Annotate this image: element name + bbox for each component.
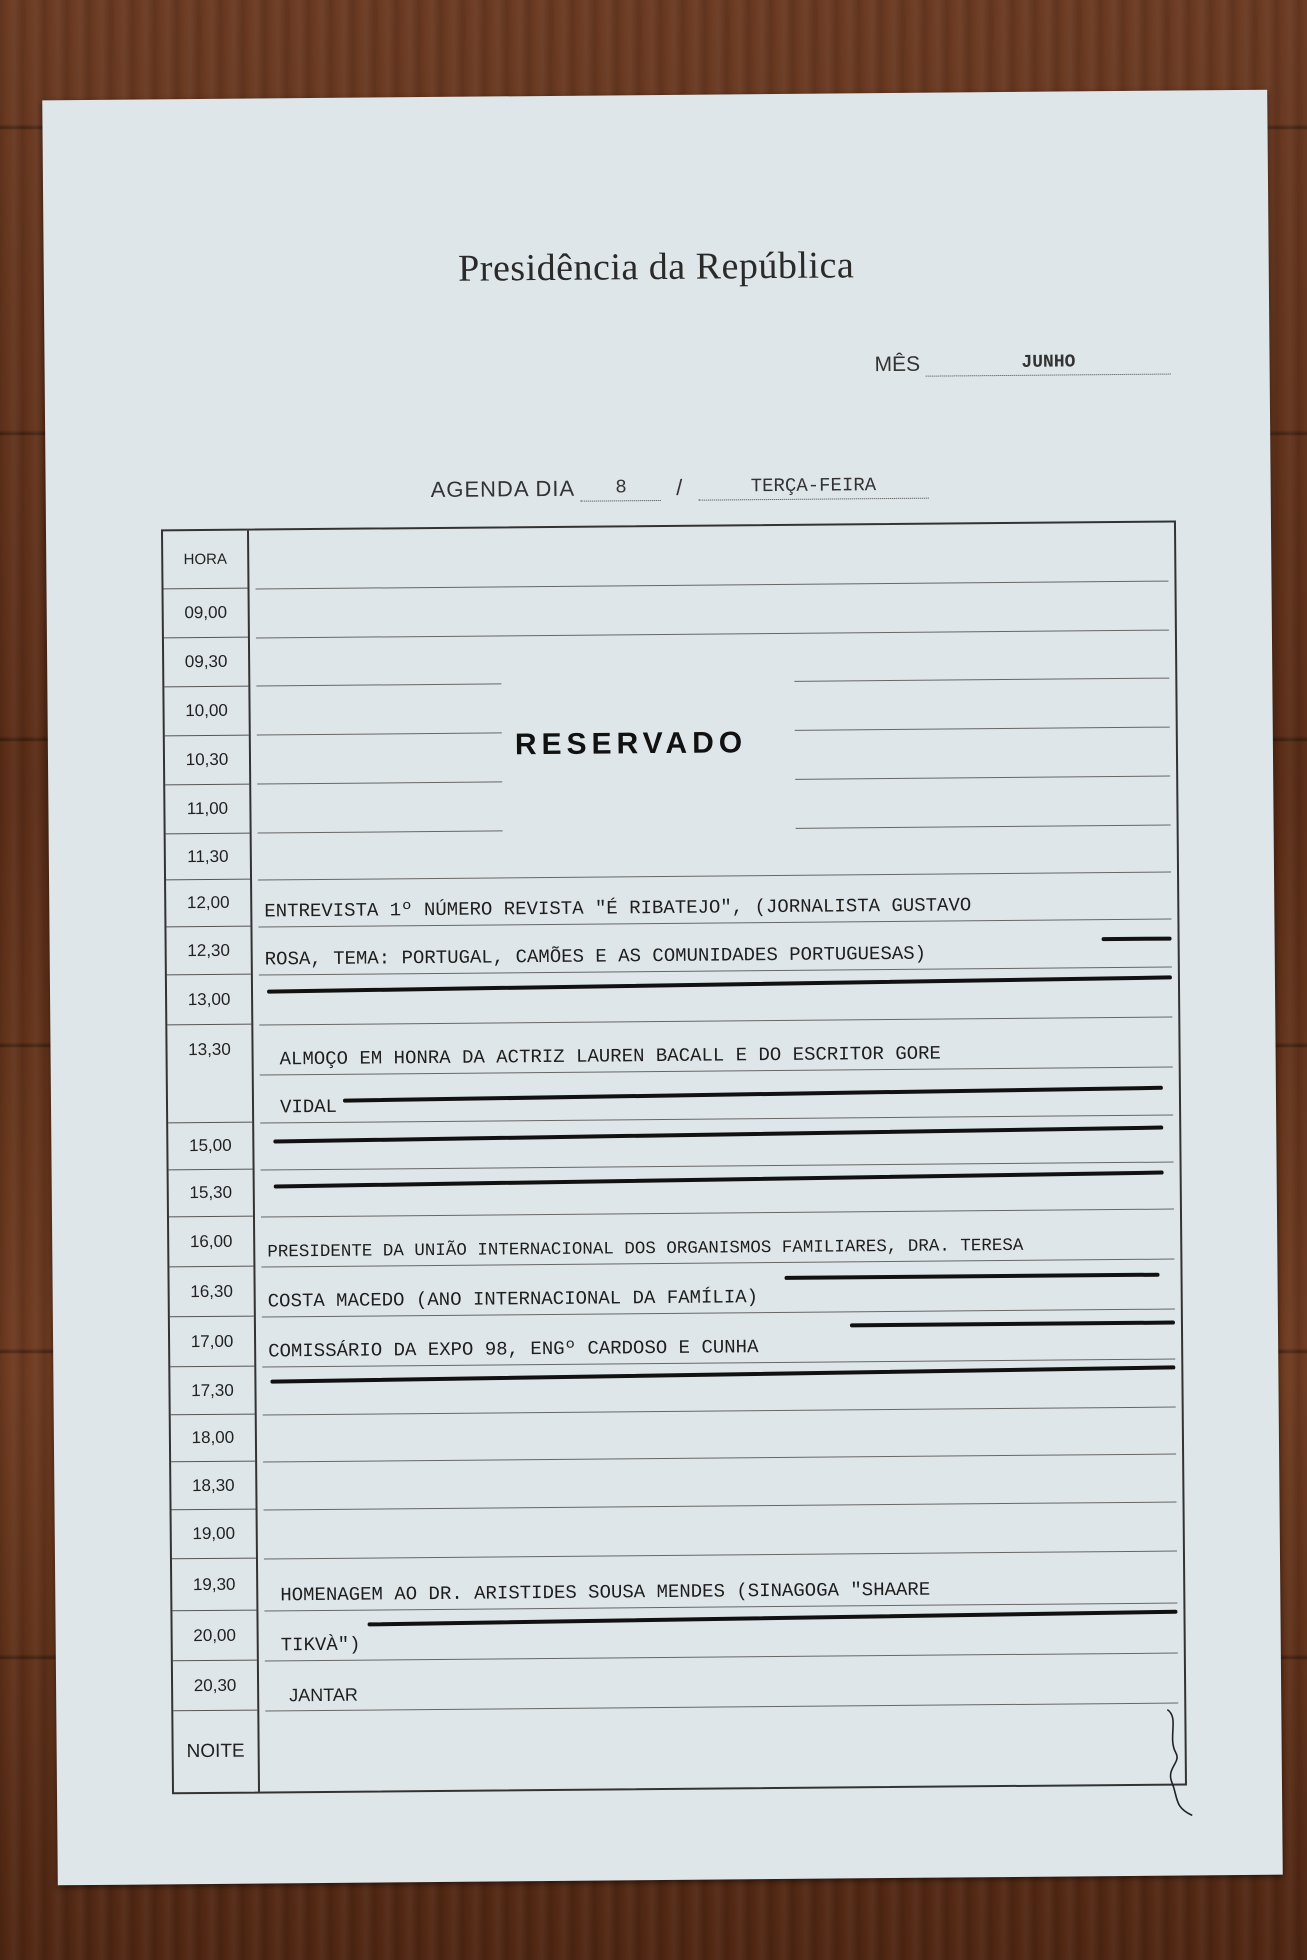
header-content-line — [255, 523, 1168, 590]
handwritten-bracket — [1163, 1707, 1194, 1817]
entry-text: TIKVÀ") — [280, 1633, 361, 1657]
table-row-1600 — [169, 1208, 1180, 1267]
hour-cell: 13,00 — [167, 975, 251, 1026]
entry-text: COMISSÁRIO DA EXPO 98, ENGº CARDOSO E CUNHA — [268, 1336, 759, 1363]
table-row-1930 — [172, 1550, 1183, 1611]
strike-line — [1102, 937, 1172, 942]
hour-cell: 10,00 — [164, 687, 248, 737]
table-row-1230 — [166, 919, 1177, 976]
hour-header: HORA — [163, 531, 248, 590]
hour-cell: 09,00 — [164, 589, 248, 639]
table-row-1700 — [170, 1308, 1181, 1367]
entry-line — [265, 1653, 1178, 1712]
hour-cell: 11,00 — [165, 785, 249, 835]
letterhead-title: Presidência da República — [457, 244, 855, 290]
hour-cell — [168, 1075, 252, 1124]
entry-line — [262, 1309, 1175, 1368]
entry-text: VIDAL — [279, 1095, 338, 1119]
entry-text: ENTREVISTA 1º NÚMERO REVISTA "É RIBATEJO", (JORNALISTA GUSTAVO — [264, 894, 972, 923]
hour-cell: 16,30 — [169, 1267, 253, 1318]
entry-text: COSTA MACEDO (ANO INTERNACIONAL DA FAMÍLIA) — [267, 1286, 759, 1313]
hour-cell: 17,00 — [170, 1317, 254, 1368]
agenda-separator: / — [676, 474, 684, 500]
table-row-1830 — [171, 1453, 1182, 1510]
month-field — [874, 351, 1171, 378]
table-row-0900 — [164, 581, 1175, 639]
table-row-1630 — [169, 1258, 1180, 1317]
entry-text: ROSA, TEMA: PORTUGAL, CAMÕES E AS COMUNIDADES PORTUGUESAS) — [264, 942, 927, 971]
agenda-sheet — [42, 90, 1283, 1886]
hour-cell: 10,30 — [165, 736, 249, 786]
hour-cell: 16,00 — [169, 1217, 253, 1268]
table-row-1730 — [170, 1358, 1181, 1415]
entry-line — [259, 1017, 1172, 1076]
hour-cell: 19,00 — [172, 1510, 256, 1560]
hour-cell: 15,30 — [169, 1170, 253, 1218]
entry-text: ALMOÇO EM HONRA DA ACTRIZ LAUREN BACALL E DO ESCRITOR GORE — [279, 1042, 941, 1071]
entry-line — [259, 967, 1172, 1026]
entry-text: PRESIDENTE DA UNIÃO INTERNACIONAL DOS ORGANISMOS FAMILIARES, DRA. TERESA — [267, 1235, 1024, 1263]
hour-cell: NOITE — [186, 1740, 245, 1762]
hour-cell: 13,30 — [188, 1039, 231, 1060]
hour-cell: 20,00 — [172, 1611, 256, 1662]
hour-cell: 19,30 — [172, 1559, 256, 1612]
hour-cell: 12,00 — [166, 880, 250, 928]
table-row-1330 — [167, 1017, 1178, 1076]
hour-cell: 20,30 — [173, 1661, 257, 1712]
hour-cell: 12,30 — [166, 927, 250, 976]
month-label: MÊS — [874, 352, 921, 377]
entry-line — [261, 1209, 1174, 1268]
reserved-stamp: RESERVADO — [514, 726, 748, 762]
month-value: JUNHO — [926, 352, 1171, 377]
table-row-1900 — [172, 1501, 1183, 1559]
table-row-2000 — [172, 1602, 1183, 1661]
hour-cell: 11,30 — [166, 834, 250, 881]
table-row-1300 — [167, 967, 1178, 1026]
hour-cell: 17,30 — [170, 1367, 254, 1416]
table-header-row — [163, 523, 1174, 590]
hour-cell: 09,30 — [164, 638, 248, 688]
schedule-table — [161, 521, 1187, 1795]
table-row-noite — [173, 1702, 1185, 1792]
hour-cell: 15,00 — [168, 1123, 252, 1171]
hour-cell: 18,00 — [171, 1415, 255, 1463]
agenda-day-number: 8 — [581, 476, 661, 502]
agenda-day-field — [431, 473, 929, 503]
entry-line — [264, 1551, 1177, 1612]
agenda-weekday: TERÇA-FEIRA — [698, 474, 928, 501]
hour-cell: 18,30 — [171, 1462, 255, 1511]
table-row-1400 — [168, 1066, 1179, 1123]
agenda-day-label: AGENDA DIA — [430, 475, 575, 503]
entry-line — [261, 1259, 1174, 1318]
entry-text: HOMENAGEM AO DR. ARISTIDES SOUSA MENDES (SINAGOGA "SHAARE — [280, 1578, 931, 1607]
entry-text: JANTAR — [289, 1684, 358, 1706]
table-row-2030 — [173, 1652, 1184, 1711]
